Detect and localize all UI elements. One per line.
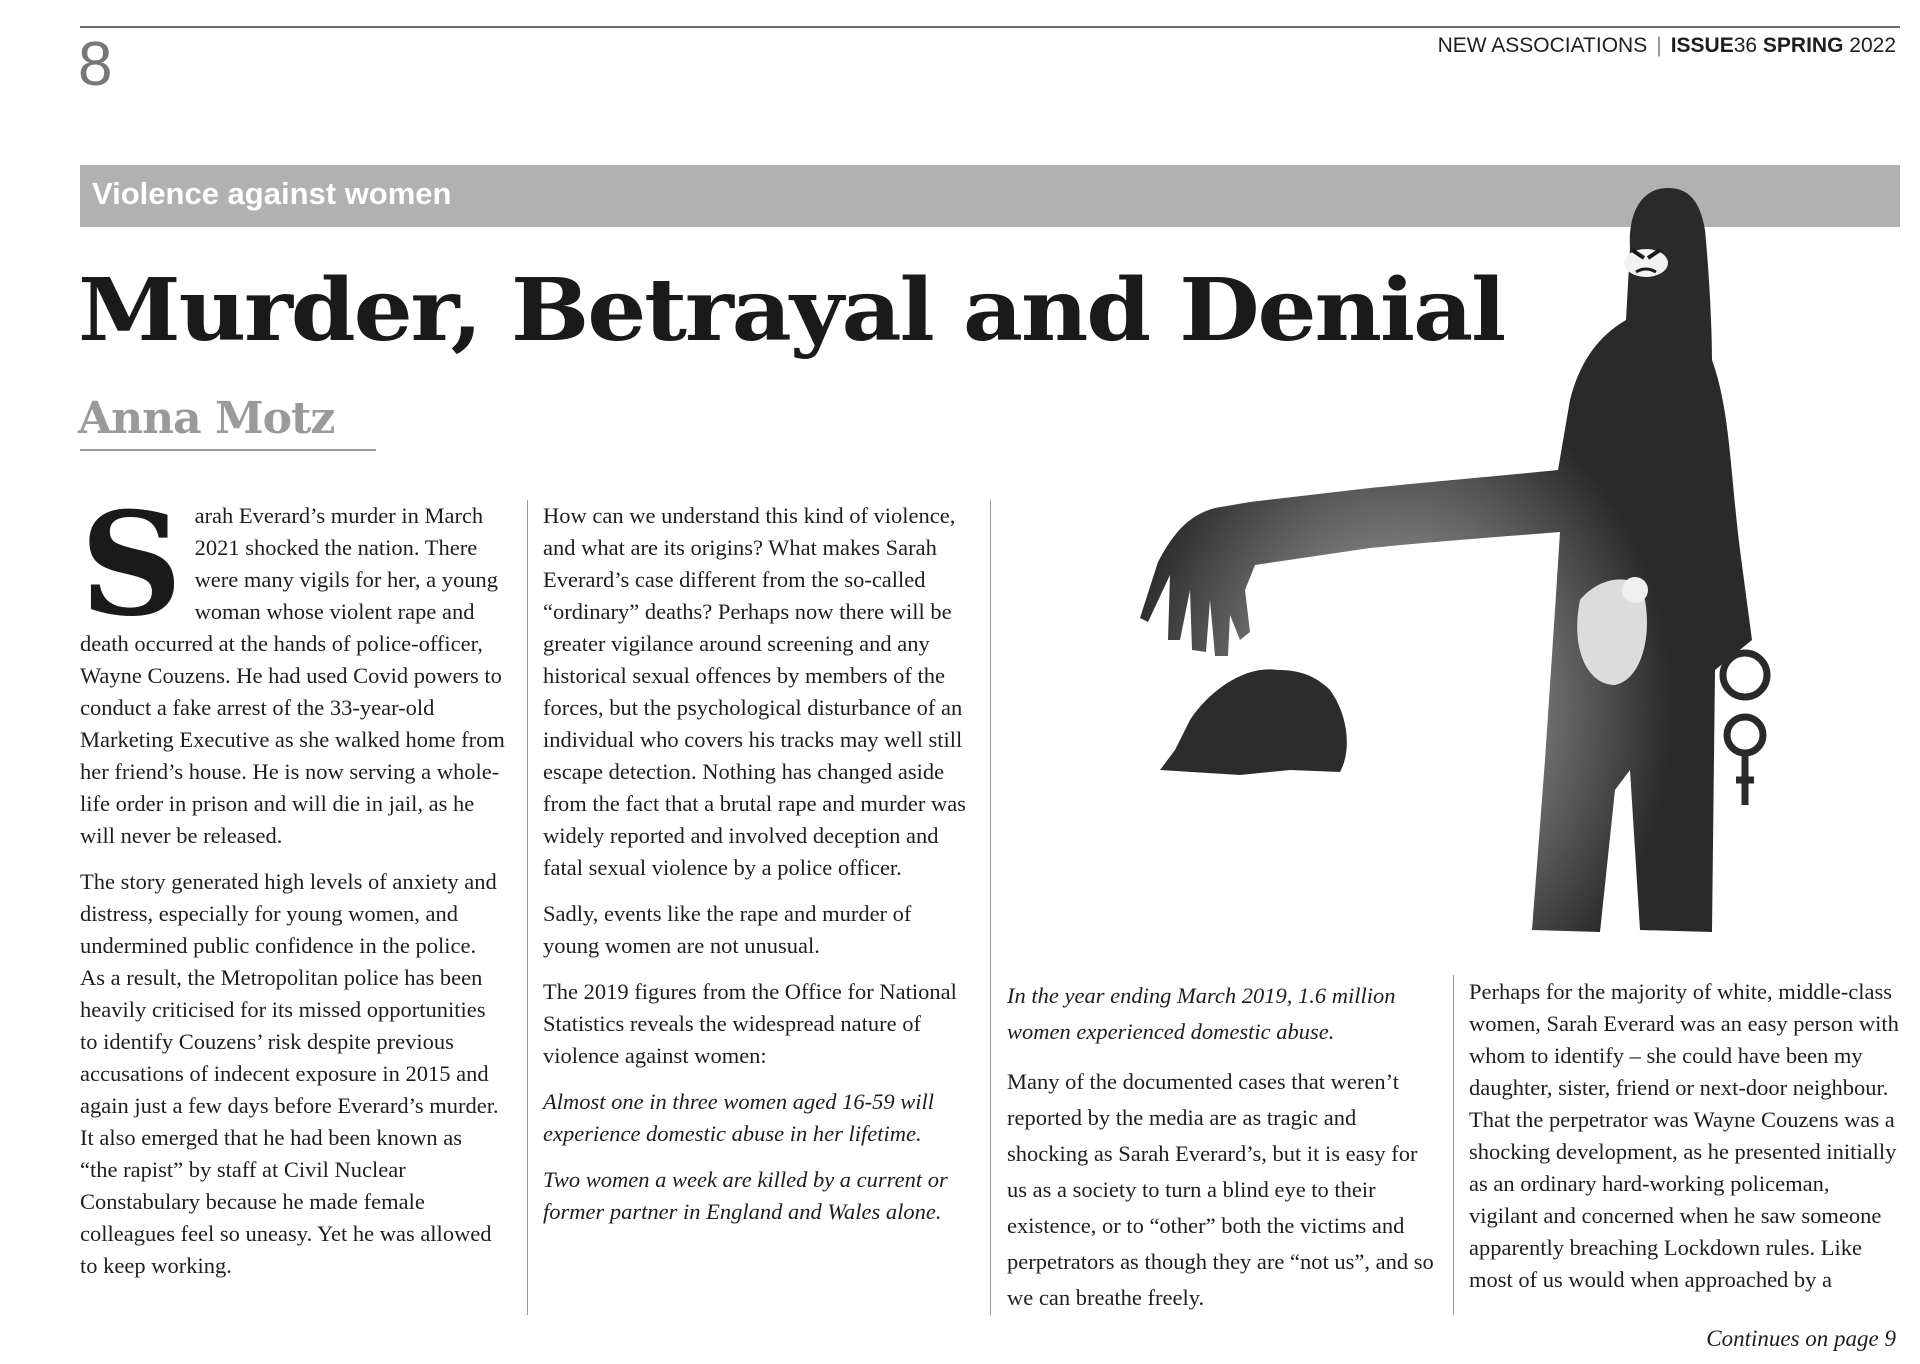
section-label: Violence against women [92, 176, 452, 211]
issue-year: 2022 [1849, 34, 1896, 57]
paragraph-text: arah Everard’s murder in March 2021 shocked the nation. There were many vigils for her, a young woman whose violent rape and death occurred at the hands of police-officer, Wayne Couzens. He had used Covid powers to conduct a fake arrest of the 33-year-old Marketing Executive as she walked home from her friend’s house. He is now serving a whole-life order in prison and will die in jail, as he will never be released. [80, 503, 505, 848]
column-divider [527, 500, 528, 1315]
masthead [1438, 34, 1896, 58]
article-column-3 [1007, 978, 1439, 1330]
paragraph: How can we understand this kind of violence, and what are its origins? What makes Sarah Everard’s case different from the so-called “ordinary” deaths? Perhaps now there will be greater vigilance around screening and any historical sexual offences by members of the forces, but the psychological disturbance of an individual who covers his tracks may well still escape detection. Nothing has changed aside from the fact that a brutal rape and murder was widely reported and involved deception and fatal sexual violence by a police officer. [543, 503, 966, 880]
statistic-quote: Almost one in three women aged 16-59 will experience domestic abuse in her lifetime. [543, 1089, 934, 1146]
paragraph: The 2019 figures from the Office for National Statistics reveals the widespread nature of violence against women: [543, 979, 957, 1068]
issue-season: SPRING [1762, 34, 1844, 57]
header-rule [80, 26, 1900, 28]
paragraph: Perhaps for the majority of white, middle-class women, Sarah Everard was an easy person with whom to identify – she could have been my daughter, sister, friend or next-door neighbour. That the perpetrator was Wayne Couzens was a shocking development, as he presented initially as an ordinary hard-working policeman, vigilant and concerned when he saw someone apparently breaching Lockdown rules. Like most of us would when approached by a [1469, 979, 1899, 1292]
article-column-2 [543, 500, 973, 1242]
masthead-separator: | [1656, 34, 1662, 57]
continues-note: Continues on page 9 [1706, 1326, 1896, 1351]
publication-name: NEW ASSOCIATIONS [1437, 34, 1648, 57]
drop-cap: S [80, 482, 183, 648]
issue-number: 36 [1733, 34, 1758, 57]
column-divider [990, 500, 991, 1315]
statistic-quote: In the year ending March 2019, 1.6 million women experienced domestic abuse. [1007, 983, 1396, 1044]
issue-label: ISSUE [1670, 34, 1734, 57]
author-name: Anna Motz [78, 393, 335, 444]
page-number: 8 [78, 30, 113, 99]
paragraph: Sadly, events like the rape and murder of young women are not unusual. [543, 901, 912, 958]
column-divider [1453, 975, 1454, 1315]
paragraph [80, 482, 505, 852]
statistic-quote: Two women a week are killed by a current or former partner in England and Wales alone. [543, 1167, 948, 1224]
article-column-1 [80, 482, 505, 1296]
paragraph: The story generated high levels of anxiety and distress, especially for young women, and undermined public confidence in the police. As a result, the Metropolitan police has been heavily criticised for its missed opportunities to identify Couzens’ risk despite previous accusations of indecent exposure in 2015 and again just a few days before Everard’s murder. It also emerged that he had been known as “the rapist” by staff at Civil Nuclear Constabulary because he made female colleagues feel so uneasy. Yet he was allowed to keep working. [80, 869, 499, 1278]
paragraph: Many of the documented cases that weren’t reported by the media are as tragic and shocking as Sarah Everard’s, but it is easy for us as a society to turn a blind eye to their existence, or to “other” both the victims and perpetrators as though they are “not us”, and so we can breathe freely. [1007, 1069, 1434, 1310]
article-column-4 [1469, 976, 1901, 1310]
author-underline [80, 449, 376, 451]
article-title: Murder, Betrayal and Denial [78, 260, 1505, 361]
